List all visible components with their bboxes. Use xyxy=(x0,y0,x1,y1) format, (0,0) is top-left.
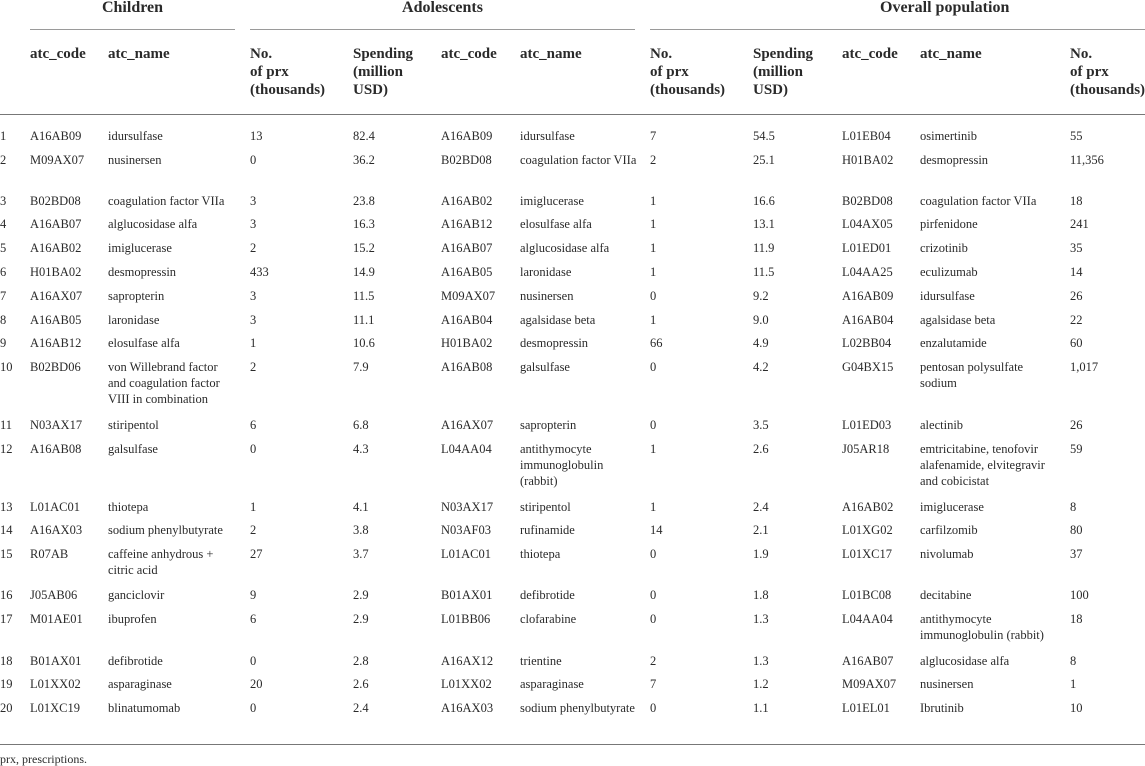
children-name-cell: thiotepa xyxy=(108,500,149,514)
adolescents-spending-cell: 11.9 xyxy=(753,241,775,255)
children-spending-cell: 3.8 xyxy=(353,523,369,537)
overall-code-cell: B02BD08 xyxy=(842,194,893,208)
adolescents-code-cell: L04AA04 xyxy=(441,442,492,456)
rank-cell: 5 xyxy=(0,241,7,255)
children-spending-cell: 15.2 xyxy=(353,241,375,255)
children-code-cell: A16AB09 xyxy=(30,129,82,143)
col-header-children-name: atc_name xyxy=(108,46,170,62)
rank-cell: 10 xyxy=(0,360,13,374)
overall-prx-cell: 55 xyxy=(1070,129,1083,143)
adolescents-spending-cell: 25.1 xyxy=(753,153,775,167)
adolescents-spending-cell: 1.3 xyxy=(753,654,769,668)
rank-cell: 15 xyxy=(0,547,13,561)
children-code-cell: M01AE01 xyxy=(30,612,83,626)
overall-prx-cell: 14 xyxy=(1070,265,1083,279)
adolescents-name-cell: antithymocyte immunoglobulin (rabbit) xyxy=(520,442,604,488)
adolescents-prx-cell: 14 xyxy=(650,523,663,537)
children-code-cell: L01AC01 xyxy=(30,500,80,514)
children-name-cell: coagulation factor VIIa xyxy=(108,194,225,208)
children-spending-cell: 11.5 xyxy=(353,289,375,303)
adolescents-name-cell: defibrotide xyxy=(520,588,575,602)
children-code-cell: A16AB07 xyxy=(30,217,82,231)
overall-name-cell: osimertinib xyxy=(920,129,977,143)
adolescents-name-cell: elosulfase alfa xyxy=(520,217,592,231)
adolescents-name-cell: idursulfase xyxy=(520,129,575,143)
overall-prx-cell: 22 xyxy=(1070,313,1083,327)
adolescents-name-cell: sodium phenylbutyrate xyxy=(520,701,635,715)
overall-code-cell: L01XC17 xyxy=(842,547,892,561)
adolescents-prx-cell: 7 xyxy=(650,129,657,143)
children-prx-cell: 13 xyxy=(250,129,263,143)
adolescents-prx-cell: 0 xyxy=(650,612,657,626)
adolescents-spending-cell: 3.5 xyxy=(753,418,769,432)
group-rule-overall xyxy=(650,29,1145,30)
children-spending-cell: 11.1 xyxy=(353,313,375,327)
children-spending-cell: 4.3 xyxy=(353,442,369,456)
adolescents-code-cell: A16AB09 xyxy=(441,129,493,143)
adolescents-spending-cell: 54.5 xyxy=(753,129,775,143)
adolescents-name-cell: laronidase xyxy=(520,265,572,279)
overall-prx-cell: 1,017 xyxy=(1070,360,1099,374)
overall-name-cell: coagulation factor VIIa xyxy=(920,194,1037,208)
adolescents-code-cell: A16AX03 xyxy=(441,701,494,715)
children-prx-cell: 6 xyxy=(250,418,257,432)
adolescents-code-cell: A16AB07 xyxy=(441,241,493,255)
children-prx-cell: 6 xyxy=(250,612,257,626)
adolescents-code-cell: A16AB04 xyxy=(441,313,493,327)
overall-name-cell: idursulfase xyxy=(920,289,975,303)
children-code-cell: A16AB05 xyxy=(30,313,82,327)
overall-code-cell: H01BA02 xyxy=(842,153,894,167)
adolescents-code-cell: H01BA02 xyxy=(441,336,493,350)
adolescents-name-cell: stiripentol xyxy=(520,500,571,514)
footer-rule xyxy=(0,744,1145,745)
children-prx-cell: 2 xyxy=(250,241,257,255)
col-header-children-code: atc_code xyxy=(30,46,86,62)
overall-prx-cell: 11,356 xyxy=(1070,153,1104,167)
adolescents-spending-cell: 1.2 xyxy=(753,677,769,691)
overall-code-cell: L01XG02 xyxy=(842,523,893,537)
children-code-cell: B02BD08 xyxy=(30,194,81,208)
children-name-cell: desmopressin xyxy=(108,265,177,279)
adolescents-code-cell: L01XX02 xyxy=(441,677,492,691)
adolescents-name-cell: galsulfase xyxy=(520,360,570,374)
adolescents-prx-cell: 1 xyxy=(650,500,657,514)
adolescents-name-cell: thiotepa xyxy=(520,547,561,561)
adolescents-prx-cell: 1 xyxy=(650,442,657,456)
overall-name-cell: pentosan polysulfate sodium xyxy=(920,360,1024,390)
adolescents-prx-cell: 7 xyxy=(650,677,657,691)
children-spending-cell: 2.6 xyxy=(353,677,369,691)
overall-code-cell: A16AB02 xyxy=(842,500,894,514)
children-prx-cell: 20 xyxy=(250,677,263,691)
adolescents-code-cell: A16AB12 xyxy=(441,217,493,231)
group-header-adolescents: Adolescents xyxy=(402,0,483,16)
adolescents-prx-cell: 1 xyxy=(650,313,657,327)
adolescents-code-cell: N03AX17 xyxy=(441,500,494,514)
overall-name-cell: alectinib xyxy=(920,418,964,432)
header-rule xyxy=(0,114,1145,115)
children-prx-cell: 3 xyxy=(250,194,257,208)
rank-cell: 4 xyxy=(0,217,7,231)
children-code-cell: M09AX07 xyxy=(30,153,85,167)
adolescents-code-cell: A16AB02 xyxy=(441,194,493,208)
children-code-cell: A16AB02 xyxy=(30,241,82,255)
overall-name-cell: desmopressin xyxy=(920,153,989,167)
children-code-cell: B01AX01 xyxy=(30,654,82,668)
col-header-children-prx: No. of prx (thousands) xyxy=(250,46,326,98)
rank-cell: 8 xyxy=(0,313,7,327)
children-prx-cell: 1 xyxy=(250,336,257,350)
overall-name-cell: eculizumab xyxy=(920,265,978,279)
children-name-cell: nusinersen xyxy=(108,153,162,167)
children-prx-cell: 0 xyxy=(250,153,257,167)
overall-name-cell: agalsidase beta xyxy=(920,313,996,327)
children-spending-cell: 3.7 xyxy=(353,547,369,561)
overall-name-cell: carfilzomib xyxy=(920,523,978,537)
adolescents-spending-cell: 1.8 xyxy=(753,588,769,602)
children-code-cell: L01XX02 xyxy=(30,677,81,691)
adolescents-code-cell: A16AX12 xyxy=(441,654,494,668)
children-name-cell: idursulfase xyxy=(108,129,163,143)
children-name-cell: ibuprofen xyxy=(108,612,157,626)
children-code-cell: A16AX03 xyxy=(30,523,83,537)
overall-name-cell: antithymocyte immunoglobulin (rabbit) xyxy=(920,612,1044,642)
rank-cell: 19 xyxy=(0,677,13,691)
children-spending-cell: 2.8 xyxy=(353,654,369,668)
overall-prx-cell: 241 xyxy=(1070,217,1089,231)
overall-name-cell: decitabine xyxy=(920,588,972,602)
adolescents-prx-cell: 1 xyxy=(650,194,657,208)
children-name-cell: blinatumomab xyxy=(108,701,181,715)
adolescents-prx-cell: 0 xyxy=(650,701,657,715)
overall-code-cell: M09AX07 xyxy=(842,677,897,691)
adolescents-code-cell: L01BB06 xyxy=(441,612,491,626)
overall-prx-cell: 60 xyxy=(1070,336,1083,350)
adolescents-name-cell: agalsidase beta xyxy=(520,313,596,327)
children-name-cell: von Willebrand factor and coagulation factor VIII in combination xyxy=(108,360,220,406)
col-header-adolescents-code: atc_code xyxy=(441,46,497,62)
overall-code-cell: L01EB04 xyxy=(842,129,891,143)
group-rule-adolescents xyxy=(250,29,635,30)
rank-cell: 13 xyxy=(0,500,13,514)
children-name-cell: laronidase xyxy=(108,313,160,327)
rank-cell: 18 xyxy=(0,654,13,668)
adolescents-name-cell: desmopressin xyxy=(520,336,589,350)
adolescents-prx-cell: 0 xyxy=(650,418,657,432)
children-prx-cell: 2 xyxy=(250,523,257,537)
overall-code-cell: L01ED01 xyxy=(842,241,892,255)
children-spending-cell: 36.2 xyxy=(353,153,375,167)
col-header-children-spending: Spending (million USD) xyxy=(353,46,414,98)
adolescents-spending-cell: 1.1 xyxy=(753,701,769,715)
overall-name-cell: enzalutamide xyxy=(920,336,987,350)
overall-prx-cell: 18 xyxy=(1070,194,1083,208)
rank-cell: 6 xyxy=(0,265,7,279)
adolescents-code-cell: A16AB08 xyxy=(441,360,493,374)
children-code-cell: N03AX17 xyxy=(30,418,83,432)
children-name-cell: defibrotide xyxy=(108,654,163,668)
children-spending-cell: 82.4 xyxy=(353,129,375,143)
overall-prx-cell: 80 xyxy=(1070,523,1083,537)
adolescents-code-cell: N03AF03 xyxy=(441,523,492,537)
rank-cell: 14 xyxy=(0,523,13,537)
children-prx-cell: 0 xyxy=(250,701,257,715)
children-name-cell: sapropterin xyxy=(108,289,165,303)
children-prx-cell: 1 xyxy=(250,500,257,514)
adolescents-code-cell: L01AC01 xyxy=(441,547,491,561)
adolescents-code-cell: A16AX07 xyxy=(441,418,494,432)
children-prx-cell: 2 xyxy=(250,360,257,374)
overall-name-cell: nivolumab xyxy=(920,547,974,561)
overall-code-cell: L01ED03 xyxy=(842,418,892,432)
children-spending-cell: 10.6 xyxy=(353,336,375,350)
adolescents-name-cell: coagulation factor VIIa xyxy=(520,153,637,167)
children-code-cell: J05AB06 xyxy=(30,588,78,602)
adolescents-name-cell: alglucosidase alfa xyxy=(520,241,610,255)
overall-code-cell: L02BB04 xyxy=(842,336,892,350)
adolescents-prx-cell: 2 xyxy=(650,654,657,668)
overall-prx-cell: 100 xyxy=(1070,588,1089,602)
adolescents-spending-cell: 2.6 xyxy=(753,442,769,456)
adolescents-prx-cell: 1 xyxy=(650,241,657,255)
group-header-overall: Overall population xyxy=(880,0,1010,16)
overall-code-cell: J05AR18 xyxy=(842,442,890,456)
adolescents-spending-cell: 2.4 xyxy=(753,500,769,514)
rank-cell: 17 xyxy=(0,612,13,626)
adolescents-name-cell: rufinamide xyxy=(520,523,575,537)
rank-cell: 20 xyxy=(0,701,13,715)
overall-name-cell: emtricitabine, tenofovir alafenamide, elvitegravir and cobicistat xyxy=(920,442,1045,488)
col-header-adolescents-spending: Spending (million USD) xyxy=(753,46,814,98)
rank-cell: 1 xyxy=(0,129,7,143)
overall-prx-cell: 8 xyxy=(1070,500,1077,514)
adolescents-spending-cell: 1.9 xyxy=(753,547,769,561)
overall-name-cell: Ibrutinib xyxy=(920,701,964,715)
adolescents-spending-cell: 16.6 xyxy=(753,194,775,208)
rank-cell: 12 xyxy=(0,442,13,456)
overall-name-cell: alglucosidase alfa xyxy=(920,654,1010,668)
overall-prx-cell: 1 xyxy=(1070,677,1077,691)
group-header-children: Children xyxy=(101,0,164,16)
children-code-cell: L01XC19 xyxy=(30,701,80,715)
adolescents-prx-cell: 0 xyxy=(650,289,657,303)
children-spending-cell: 23.8 xyxy=(353,194,375,208)
rank-cell: 7 xyxy=(0,289,7,303)
children-prx-cell: 27 xyxy=(250,547,263,561)
children-code-cell: A16AB12 xyxy=(30,336,82,350)
children-spending-cell: 2.9 xyxy=(353,612,369,626)
adolescents-prx-cell: 1 xyxy=(650,217,657,231)
adolescents-prx-cell: 66 xyxy=(650,336,663,350)
rank-cell: 9 xyxy=(0,336,7,350)
col-header-overall-prx: No. of prx (thousands) xyxy=(1070,46,1145,98)
col-header-overall-code: atc_code xyxy=(842,46,898,62)
adolescents-spending-cell: 13.1 xyxy=(753,217,775,231)
overall-prx-cell: 59 xyxy=(1070,442,1083,456)
overall-code-cell: A16AB07 xyxy=(842,654,894,668)
children-name-cell: sodium phenylbutyrate xyxy=(108,523,223,537)
children-prx-cell: 3 xyxy=(250,313,257,327)
adolescents-spending-cell: 2.1 xyxy=(753,523,769,537)
overall-prx-cell: 35 xyxy=(1070,241,1083,255)
overall-name-cell: nusinersen xyxy=(920,677,974,691)
adolescents-prx-cell: 0 xyxy=(650,547,657,561)
children-spending-cell: 6.8 xyxy=(353,418,369,432)
children-name-cell: elosulfase alfa xyxy=(108,336,180,350)
children-spending-cell: 4.1 xyxy=(353,500,369,514)
children-name-cell: imiglucerase xyxy=(108,241,172,255)
children-name-cell: caffeine anhydrous + citric acid xyxy=(108,547,214,577)
children-prx-cell: 3 xyxy=(250,289,257,303)
overall-code-cell: G04BX15 xyxy=(842,360,894,374)
children-prx-cell: 433 xyxy=(250,265,269,279)
adolescents-spending-cell: 11.5 xyxy=(753,265,775,279)
overall-prx-cell: 26 xyxy=(1070,289,1083,303)
adolescents-code-cell: B02BD08 xyxy=(441,153,492,167)
children-name-cell: ganciclovir xyxy=(108,588,165,602)
col-header-overall-name: atc_name xyxy=(920,46,982,62)
adolescents-name-cell: sapropterin xyxy=(520,418,577,432)
children-prx-cell: 3 xyxy=(250,217,257,231)
children-name-cell: alglucosidase alfa xyxy=(108,217,198,231)
adolescents-code-cell: M09AX07 xyxy=(441,289,496,303)
adolescents-code-cell: B01AX01 xyxy=(441,588,493,602)
adolescents-prx-cell: 0 xyxy=(650,588,657,602)
overall-code-cell: A16AB04 xyxy=(842,313,894,327)
adolescents-name-cell: asparaginase xyxy=(520,677,584,691)
children-prx-cell: 9 xyxy=(250,588,257,602)
adolescents-prx-cell: 0 xyxy=(650,360,657,374)
adolescents-prx-cell: 1 xyxy=(650,265,657,279)
overall-code-cell: L01BC08 xyxy=(842,588,892,602)
overall-code-cell: L04AA04 xyxy=(842,612,893,626)
overall-prx-cell: 8 xyxy=(1070,654,1077,668)
children-prx-cell: 0 xyxy=(250,654,257,668)
children-spending-cell: 2.9 xyxy=(353,588,369,602)
adolescents-name-cell: imiglucerase xyxy=(520,194,584,208)
children-code-cell: H01BA02 xyxy=(30,265,82,279)
overall-name-cell: crizotinib xyxy=(920,241,968,255)
children-spending-cell: 14.9 xyxy=(353,265,375,279)
adolescents-name-cell: nusinersen xyxy=(520,289,574,303)
children-spending-cell: 2.4 xyxy=(353,701,369,715)
rank-cell: 2 xyxy=(0,153,7,167)
adolescents-spending-cell: 9.2 xyxy=(753,289,769,303)
overall-code-cell: L04AX05 xyxy=(842,217,893,231)
overall-code-cell: L04AA25 xyxy=(842,265,893,279)
adolescents-spending-cell: 4.2 xyxy=(753,360,769,374)
adolescents-spending-cell: 1.3 xyxy=(753,612,769,626)
adolescents-spending-cell: 4.9 xyxy=(753,336,769,350)
children-spending-cell: 16.3 xyxy=(353,217,375,231)
children-name-cell: galsulfase xyxy=(108,442,158,456)
adolescents-spending-cell: 9.0 xyxy=(753,313,769,327)
overall-name-cell: pirfenidone xyxy=(920,217,978,231)
children-name-cell: stiripentol xyxy=(108,418,159,432)
footnote: prx, prescriptions. xyxy=(0,752,87,766)
group-rule-children xyxy=(30,29,235,30)
adolescents-code-cell: A16AB05 xyxy=(441,265,493,279)
col-header-adolescents-name: atc_name xyxy=(520,46,582,62)
overall-code-cell: L01EL01 xyxy=(842,701,890,715)
adolescents-name-cell: trientine xyxy=(520,654,562,668)
overall-prx-cell: 10 xyxy=(1070,701,1083,715)
overall-code-cell: A16AB09 xyxy=(842,289,894,303)
overall-prx-cell: 26 xyxy=(1070,418,1083,432)
rank-cell: 3 xyxy=(0,194,7,208)
adolescents-name-cell: clofarabine xyxy=(520,612,577,626)
children-code-cell: A16AB08 xyxy=(30,442,82,456)
adolescents-prx-cell: 2 xyxy=(650,153,657,167)
children-code-cell: B02BD06 xyxy=(30,360,81,374)
overall-name-cell: imiglucerase xyxy=(920,500,984,514)
rank-cell: 11 xyxy=(0,418,13,432)
children-spending-cell: 7.9 xyxy=(353,360,369,374)
children-code-cell: A16AX07 xyxy=(30,289,83,303)
col-header-adolescents-prx: No. of prx (thousands) xyxy=(650,46,726,98)
overall-prx-cell: 37 xyxy=(1070,547,1083,561)
children-code-cell: R07AB xyxy=(30,547,69,561)
rank-cell: 16 xyxy=(0,588,13,602)
children-name-cell: asparaginase xyxy=(108,677,172,691)
children-prx-cell: 0 xyxy=(250,442,257,456)
overall-prx-cell: 18 xyxy=(1070,612,1083,626)
